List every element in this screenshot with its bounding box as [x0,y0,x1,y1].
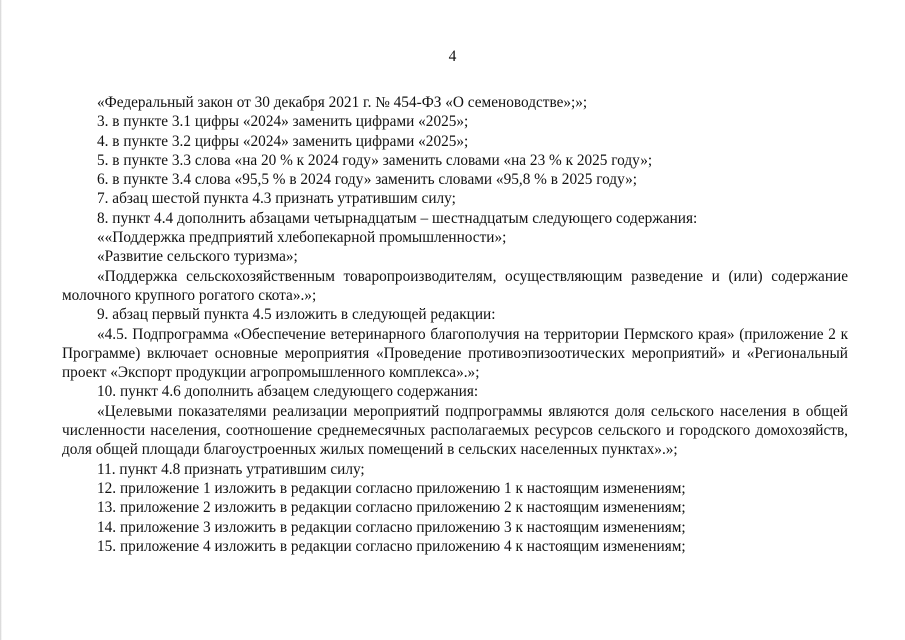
paragraph-item-4: 4. в пункте 3.2 цифры «2024» заменить цифрами «2025»; [97,132,469,150]
document-body [62,93,848,556]
paragraph-item-5: 5. в пункте 3.3 слова «на 20 % к 2024 году» заменить словами «на 23 % к 2025 году»; [97,151,653,169]
paragraph-item-14: 14. приложение 3 изложить в редакции согласно приложению 3 к настоящим изменениям; [97,518,686,536]
paragraph-item-7: 7. абзац шестой пункта 4.3 признать утратившим силу; [97,190,456,208]
page-number: 4 [448,48,457,65]
paragraph-item-10-quote: «Целевыми показателями реализации мероприятий подпрограммы являются доля сельского населения в общей численности населения, соотношение среднемесячных располагаемых ресурсов сельского и городского домохозяйств, доля общей площади благоустроенных жилых помещений в сельских населенных пунктах».»; [62,402,848,459]
paragraph-item-8-quote-2: «Развитие сельского туризма»; [97,248,298,266]
paragraph-item-11: 11. пункт 4.8 признать утратившим силу; [97,460,365,478]
paragraph-item-9-quote: «4.5. Подпрограмма «Обеспечение ветеринарного благополучия на территории Пермского края» (приложение 2 к Программе) включает основные мероприятия «Проведение противоэпизоотических мероприятий» и «Региональный проект «Экспорт продукции агропромышленного комплекса».»; [62,325,848,382]
paragraph-item-10: 10. пункт 4.6 дополнить абзацем следующего содержания: [97,383,479,401]
paragraph-item-13: 13. приложение 2 изложить в редакции согласно приложению 2 к настоящим изменениям; [97,499,686,517]
paragraph-item-12: 12. приложение 1 изложить в редакции согласно приложению 1 к настоящим изменениям; [97,479,686,497]
paragraph-item-6: 6. в пункте 3.4 слова «95,5 % в 2024 году» заменить словами «95,8 % в 2025 году»; [97,171,638,189]
paragraph-item-8-quote-3: «Поддержка сельскохозяйственным товаропроизводителям, осуществляющим разведение и (или) содержание молочного крупного рогатого скота».»; [62,267,848,304]
paragraph-item-8-quote-1: ««Поддержка предприятий хлебопекарной промышленности»; [97,229,507,247]
paragraph-item-8: 8. пункт 4.4 дополнить абзацами четырнадцатым – шестнадцатым следующего содержания: [97,209,698,227]
scan-edge [0,0,2,640]
paragraph-law-reference: «Федеральный закон от 30 декабря 2021 г. № 454-ФЗ «О семеноводстве»;»; [97,94,588,111]
paragraph-item-15: 15. приложение 4 изложить в редакции согласно приложению 4 к настоящим изменениям; [97,537,686,555]
paragraph-item-3: 3. в пункте 3.1 цифры «2024» заменить цифрами «2025»; [97,113,469,131]
paragraph-item-9: 9. абзац первый пункта 4.5 изложить в следующей редакции: [97,306,496,324]
